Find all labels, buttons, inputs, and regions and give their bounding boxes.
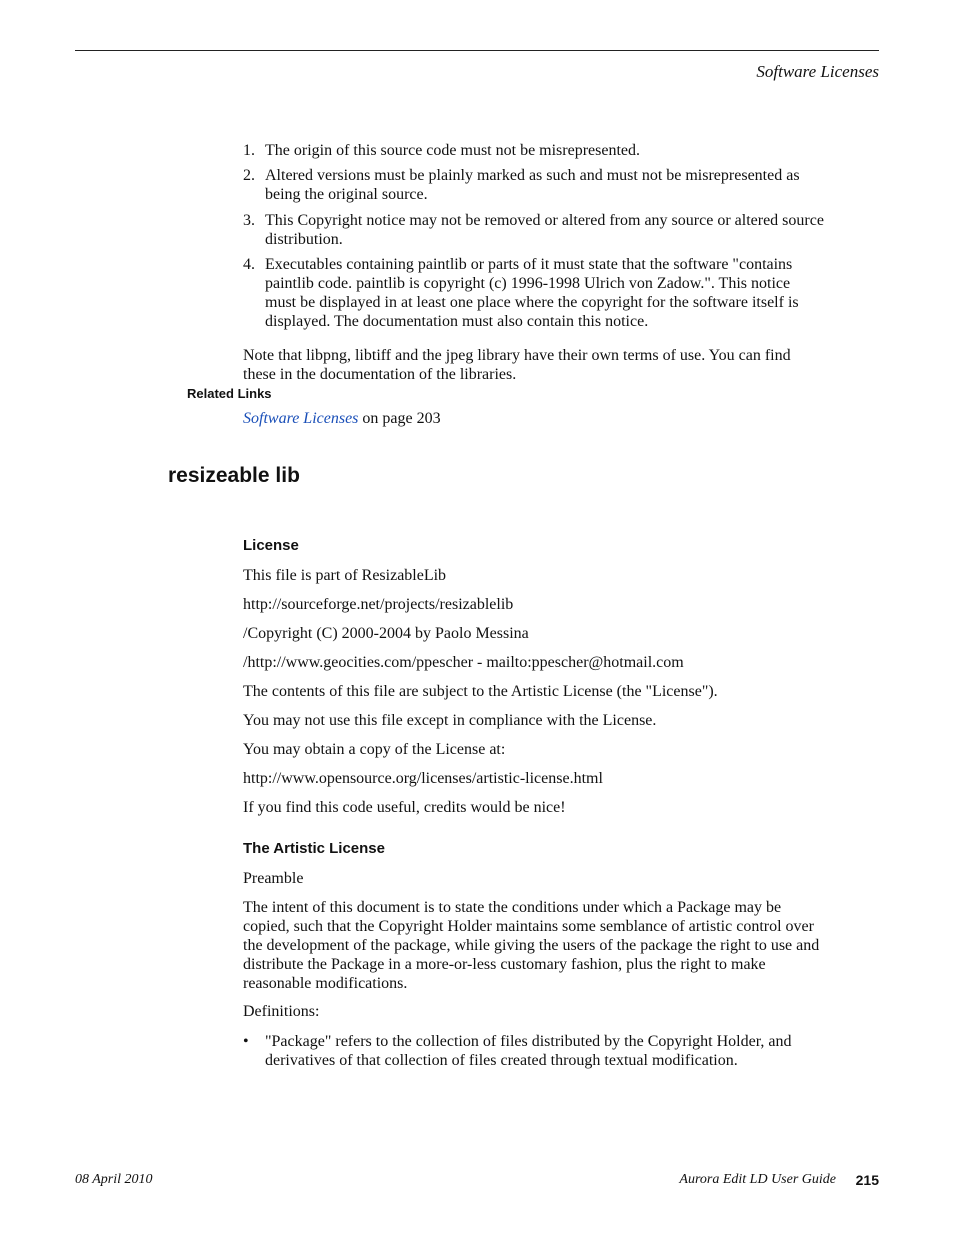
license-line: You may obtain a copy of the License at: — [243, 741, 506, 758]
page-number: 215 — [855, 1172, 879, 1188]
related-links-heading: Related Links — [187, 386, 272, 401]
artistic-license-heading: The Artistic License — [243, 840, 385, 857]
license-line: This file is part of ResizableLib — [243, 567, 447, 584]
list-number: 1. — [243, 142, 255, 159]
license-line: The contents of this file are subject to the Artistic License (the "License"). — [243, 683, 718, 700]
related-link-line — [243, 409, 825, 428]
running-header: Software Licenses — [756, 62, 879, 81]
bullet-text: "Package" refers to the collection of files distributed by the Copyright Holder, and derivatives of that collection of files created through textual modification. — [265, 1033, 792, 1069]
definitions-label: Definitions: — [243, 1003, 320, 1020]
license-line: http://www.opensource.org/licenses/artistic-license.html — [243, 770, 603, 787]
list-number: 3. — [243, 212, 255, 229]
footer-guide-title: Aurora Edit LD User Guide — [679, 1172, 836, 1187]
section-title: resizeable lib — [168, 464, 300, 487]
license-line: /http://www.geocities.com/ppescher - mailto:ppescher@hotmail.com — [243, 654, 684, 671]
license-line: /Copyright (C) 2000-2004 by Paolo Messina — [243, 625, 529, 642]
header-rule — [75, 50, 879, 51]
list-text: This Copyright notice may not be removed or altered from any source or altered source distribution. — [265, 212, 824, 248]
license-line: If you find this code useful, credits would be nice! — [243, 799, 566, 816]
page-reference: on page 203 — [358, 410, 441, 427]
bullet-icon: • — [243, 1033, 249, 1050]
list-text: Altered versions must be plainly marked as such and must not be misrepresented as being the original source. — [265, 167, 800, 203]
license-heading: License — [243, 537, 299, 554]
intent-paragraph: The intent of this document is to state the conditions under which a Package may be copied, such that the Copyright Holder maintains some semblance of artistic control over the development of the package, while giving the users of the package the right to use and distribute the Package in a more-or-less customary fashion, plus the right to make reasonable modifications. — [243, 899, 820, 992]
list-text: Executables containing paintlib or parts of it must state that the software "contains paintlib code. paintlib is copyright (c) 1996-1998 Ulrich von Zadow.". This notice must be displayed in at least one place where the copyright for the software itself is displayed. The documentation must also contain this notice. — [265, 256, 799, 330]
list-number: 2. — [243, 167, 255, 184]
preamble-label: Preamble — [243, 870, 304, 887]
license-line: You may not use this file except in compliance with the License. — [243, 712, 657, 729]
note-paragraph: Note that libpng, libtiff and the jpeg library have their own terms of use. You can find these in the documentation of the libraries. — [243, 347, 791, 383]
license-line: http://sourceforge.net/projects/resizablelib — [243, 596, 514, 613]
list-text: The origin of this source code must not be misrepresented. — [265, 142, 641, 159]
software-licenses-link[interactable]: Software Licenses — [243, 410, 359, 427]
list-number: 4. — [243, 256, 255, 273]
footer-date: 08 April 2010 — [75, 1172, 153, 1187]
